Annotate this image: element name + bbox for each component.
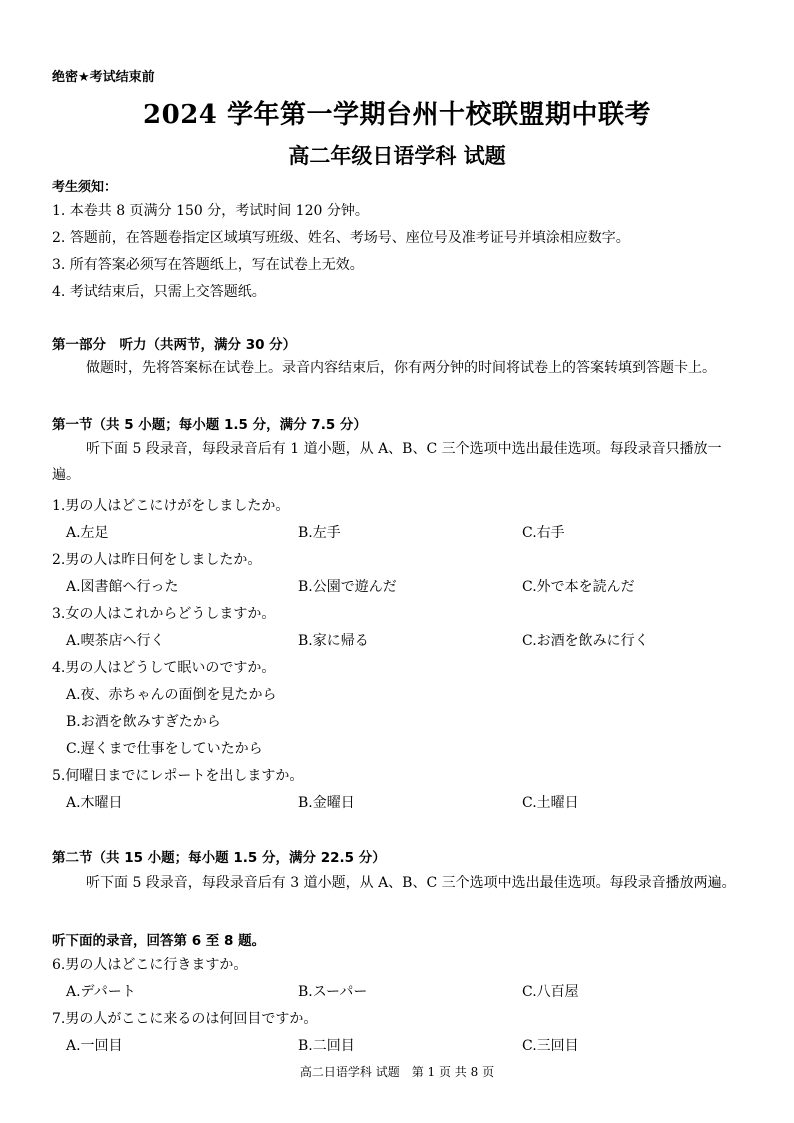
- notice-heading: 考生须知：: [52, 180, 118, 195]
- part1-heading: 第一部分 听力（共两节，满分 30 分）: [52, 337, 297, 353]
- notice-item: 3. 所有答案必须写在答题纸上，写在试卷上无效。: [52, 257, 364, 273]
- exam-title: 2024 学年第一学期台州十校联盟期中联考: [143, 100, 651, 130]
- question-stem: 7.男の人がここに来るのは何回目ですか。: [52, 1011, 318, 1027]
- notice-item: 1. 本卷共 8 页满分 150 分，考试时间 120 分钟。: [52, 203, 369, 219]
- option-a: A.木曜日: [66, 795, 123, 811]
- group-heading: 听下面的录音，回答第 6 至 8 题。: [52, 933, 266, 949]
- question-stem: 6.男の人はどこに行きますか。: [52, 957, 248, 973]
- section1-heading: 第一节（共 5 小题；每小题 1.5 分，满分 7.5 分）: [52, 417, 367, 433]
- option-a: A.一回目: [66, 1038, 123, 1054]
- notice-item: 2. 答题前，在答题卷指定区域填写班级、姓名、考场号、座位号及准考证号并填涂相应数字。: [52, 230, 630, 246]
- option-a: A.喫茶店へ行く: [66, 633, 165, 649]
- option-c: C.遅くまで仕事をしていたから: [66, 741, 263, 757]
- question-stem: 3.女の人はこれからどうしますか。: [52, 606, 276, 622]
- exam-subtitle: 高二年级日语学科 试题: [288, 143, 506, 168]
- option-a: A.図書館へ行った: [66, 579, 179, 595]
- section2-instruction: 听下面 5 段录音，每段录音后有 3 道小题，从 A、B、C 三个选项中选出最佳选项。每段录音播放两遍。: [86, 875, 736, 891]
- option-b: B.金曜日: [298, 795, 355, 811]
- question-stem: 2.男の人は昨日何をしましたか。: [52, 552, 262, 568]
- option-b: B.お酒を飲みすぎたから: [66, 714, 221, 730]
- option-c: C.外で本を読んだ: [522, 579, 635, 595]
- option-b: B.左手: [298, 525, 341, 541]
- option-c: C.三回目: [522, 1038, 579, 1054]
- question-stem: 1.男の人はどこにけがをしましたか。: [52, 498, 290, 514]
- part1-instruction: 做题时，先将答案标在试卷上。录音内容结束后，你有两分钟的时间将试卷上的答案转填到答题卡上。: [86, 360, 716, 376]
- option-b: B.スーパー: [298, 984, 368, 1000]
- option-c: C.八百屋: [522, 984, 579, 1000]
- option-c: C.右手: [522, 525, 565, 541]
- option-c: C.お酒を飲みに行く: [522, 633, 649, 649]
- section2-heading: 第二节（共 15 小题；每小题 1.5 分，满分 22.5 分）: [52, 850, 386, 866]
- option-b: B.二回目: [298, 1038, 355, 1054]
- option-a: A.夜、赤ちゃんの面倒を見たから: [66, 687, 277, 703]
- page-footer: 高二日语学科 试题 第 1 页 共 8 页: [299, 1065, 495, 1079]
- section1-instruction: 听下面 5 段录音，每段录音后有 1 道小题，从 A、B、C 三个选项中选出最佳选项。每段录音只播放一遍。: [52, 441, 722, 483]
- option-a: A.デパート: [66, 984, 136, 1000]
- option-c: C.土曜日: [522, 795, 579, 811]
- option-b: B.家に帰る: [298, 633, 369, 649]
- question-stem: 4.男の人はどうして眠いのですか。: [52, 660, 276, 676]
- question-stem: 5.何曜日までにレポートを出しますか。: [52, 768, 304, 784]
- option-a: A.左足: [66, 525, 109, 541]
- notice-item: 4. 考试结束后，只需上交答题纸。: [52, 284, 266, 300]
- option-b: B.公園で遊んだ: [298, 579, 397, 595]
- secret-label: 绝密★考试结束前: [52, 70, 155, 85]
